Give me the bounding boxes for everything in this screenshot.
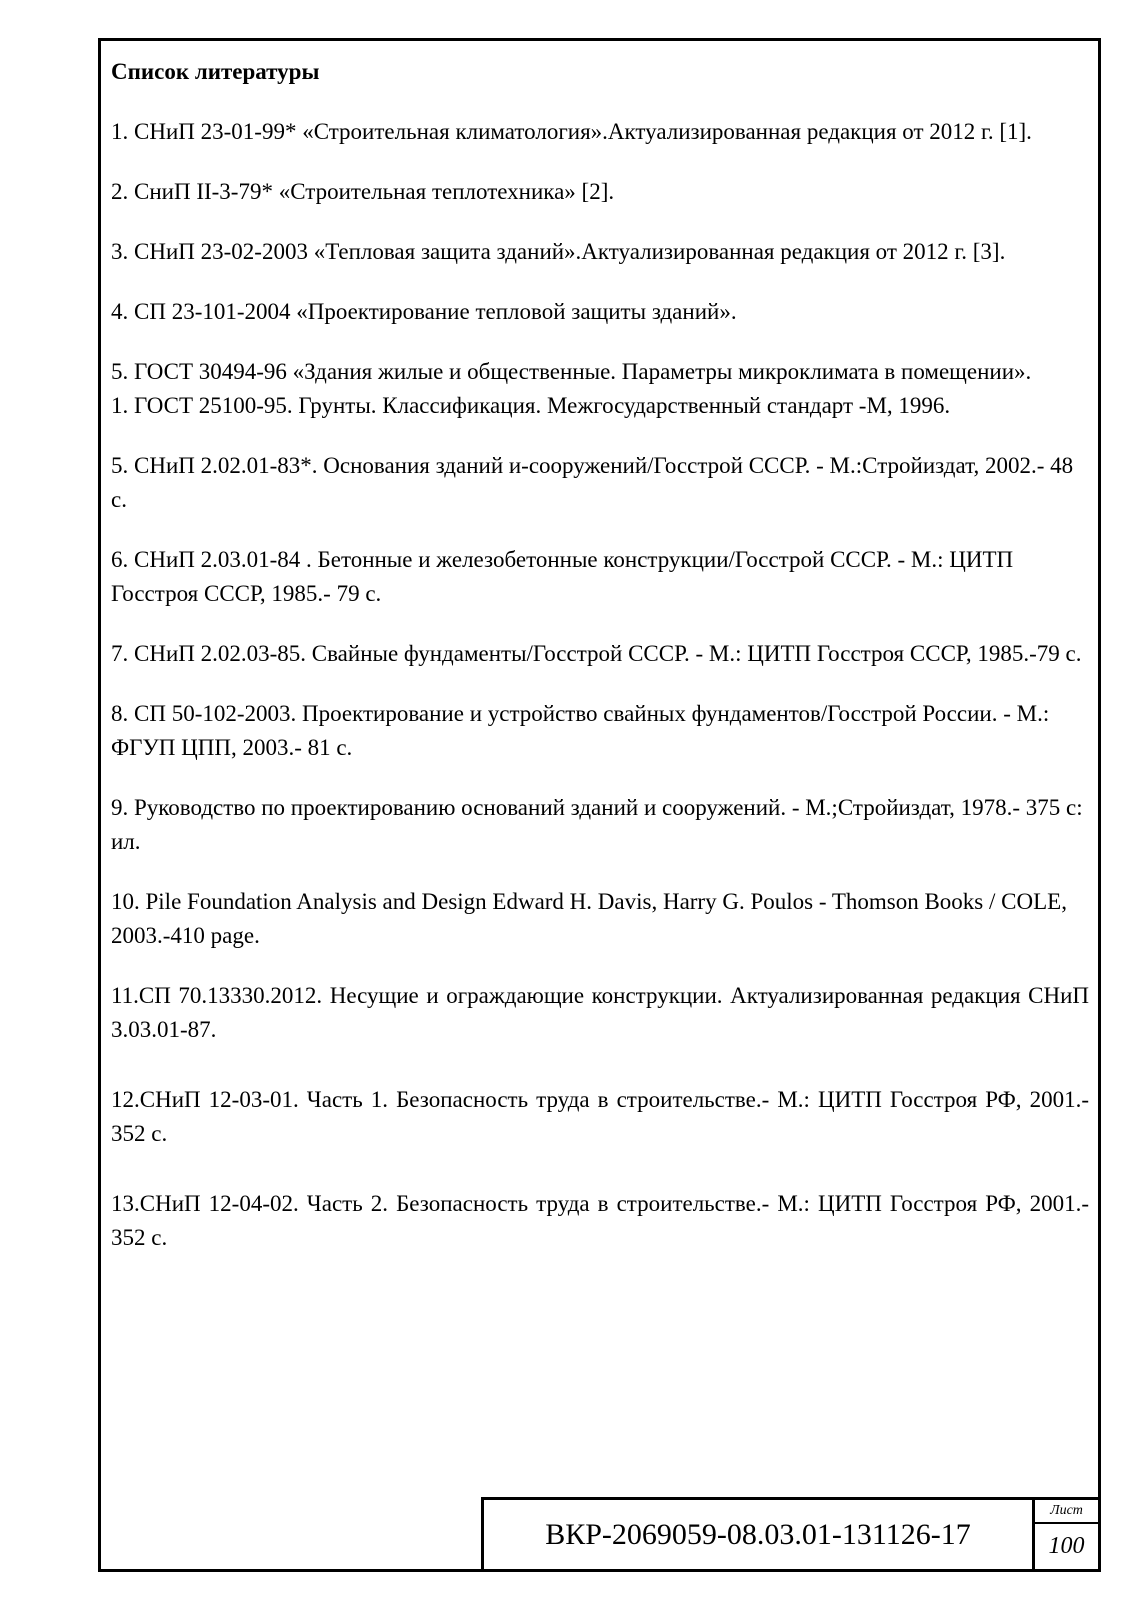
reference-item: 7. СНиП 2.02.03-85. Свайные фундаменты/Госстрой СССР. - М.: ЦИТП Госстроя СССР, 1985.-79 с. — [111, 641, 1082, 666]
reference-item: 5. СНиП 2.02.01-83*. Основания зданий и-сооружений/Госстрой СССР. - М.:Стройиздат, 2002.- 48 с. — [111, 453, 1074, 512]
sheet-label: Лист — [1035, 1500, 1098, 1524]
reference-item: 13.СНиП 12-04-02. Часть 2. Безопасность труда в строительстве.- М.: ЦИТП Госстроя РФ, 2001.- 352 с. — [111, 1191, 1089, 1250]
reference-item: 6. СНиП 2.03.01-84 . Бетонные и железобетонные конструкции/Госстрой СССР. - М.: ЦИТП Госстроя СССР, 1985.- 79 с. — [111, 547, 1014, 606]
document-frame — [98, 38, 1101, 1572]
reference-item: 1. СНиП 23-01-99* «Строительная климатология».Актуализированная редакция от 2012 г. [1]. — [111, 119, 1032, 144]
page-title: Список литературы — [111, 59, 320, 84]
reference-item: 10. Pile Foundation Analysis and Design Edward H. Davis, Harry G. Poulos - Thomson Books / COLE, 2003.-410 page. — [111, 889, 1067, 948]
document-content — [111, 55, 1089, 1281]
reference-item: 11.СП 70.13330.2012. Несущие и ограждающие конструкции. Актуализированная редакция СНиП 3.03.01-87. — [111, 983, 1089, 1042]
document-code: ВКР-2069059-08.03.01-131126-17 — [545, 1517, 971, 1551]
reference-item: 9. Руководство по проектированию оснований зданий и сооружений. - М.;Стройиздат, 1978.- 375 с: ил. — [111, 795, 1083, 854]
reference-item: 1. ГОСТ 25100-95. Грунты. Классификация. Межгосударственный стандарт -М, 1996. — [111, 393, 951, 418]
title-block — [481, 1497, 1098, 1569]
reference-item: 8. СП 50-102-2003. Проектирование и устройство свайных фундаментов/Госстрой России. - М.: ФГУП ЦПП, 2003.- 81 с. — [111, 701, 1050, 760]
sheet-number-box — [1032, 1500, 1098, 1569]
reference-item: 12.СНиП 12-03-01. Часть 1. Безопасность труда в строительстве.- М.: ЦИТП Госстроя РФ, 2001.- 352 с. — [111, 1087, 1089, 1146]
reference-item: 2. СниП II-3-79* «Строительная теплотехника» [2]. — [111, 179, 615, 204]
reference-item: 5. ГОСТ 30494-96 «Здания жилые и общественные. Параметры микроклимата в помещении». — [111, 359, 1032, 384]
reference-item: 3. СНиП 23-02-2003 «Тепловая защита зданий».Актуализированная редакция от 2012 г. [3]. — [111, 239, 1006, 264]
sheet-number: 100 — [1048, 1533, 1085, 1559]
reference-item: 4. СП 23-101-2004 «Проектирование тепловой защиты зданий». — [111, 299, 737, 324]
